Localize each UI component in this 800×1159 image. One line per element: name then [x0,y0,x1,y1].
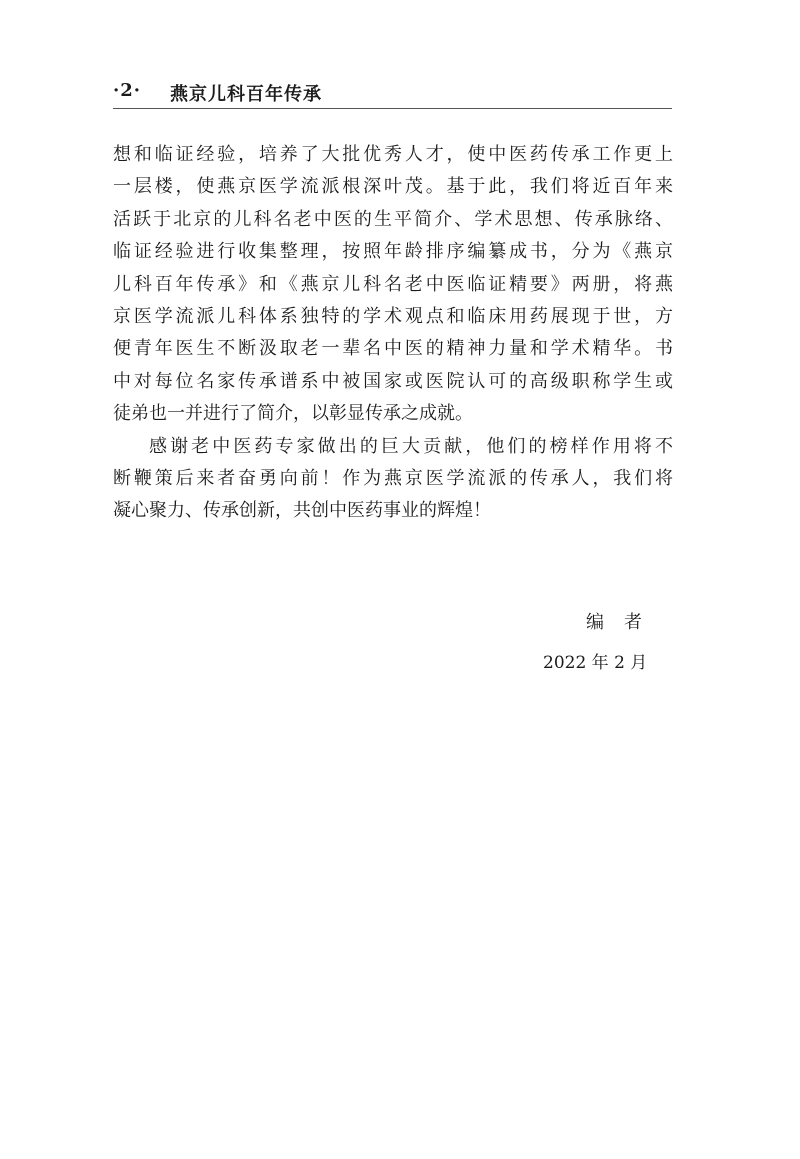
text-line: 中对每位名家传承谱系中被国家或医院认可的高级职称学生或 [113,370,673,392]
text-line: 临证经验进行收集整理，按照年龄排序编纂成书，分为《燕京 [113,241,673,263]
text-line: 京医学流派儿科体系独特的学术观点和临床用药展现于世，方 [113,305,673,327]
date: 2022 年 2 月 [543,653,648,673]
text-line: 徒弟也一并进行了简介，以彰显传承之成就。 [113,403,473,425]
running-title: 燕京儿科百年传承 [170,84,322,105]
text-line: 感谢老中医药专家做出的巨大贡献，他们的榜样作用将不 [149,435,673,457]
running-header [113,78,672,109]
paragraph [113,431,673,528]
author-signature: 编者 [586,612,662,633]
page-number: ·2· [113,80,142,101]
text-line: 想和临证经验，培养了大批优秀人才，使中医药传承工作更上 [113,144,673,165]
text-line: 一层楼，使燕京医学流派根深叶茂。基于此，我们将近百年来 [113,176,673,198]
text-line: 便青年医生不断汲取老一辈名中医的精神力量和学术精华。书 [113,338,673,360]
paragraph [113,139,673,431]
text-line: 儿科百年传承》和《燕京儿科名老中医临证精要》两册，将燕 [113,273,673,295]
text-line: 断鞭策后来者奋勇向前！作为燕京医学流派的传承人，我们将 [113,467,673,489]
body-text [113,139,673,528]
text-line: 活跃于北京的儿科名老中医的生平简介、学术思想、传承脉络、 [113,208,673,230]
text-line: 凝心聚力、传承创新，共创中医药事业的辉煌！ [113,500,491,522]
